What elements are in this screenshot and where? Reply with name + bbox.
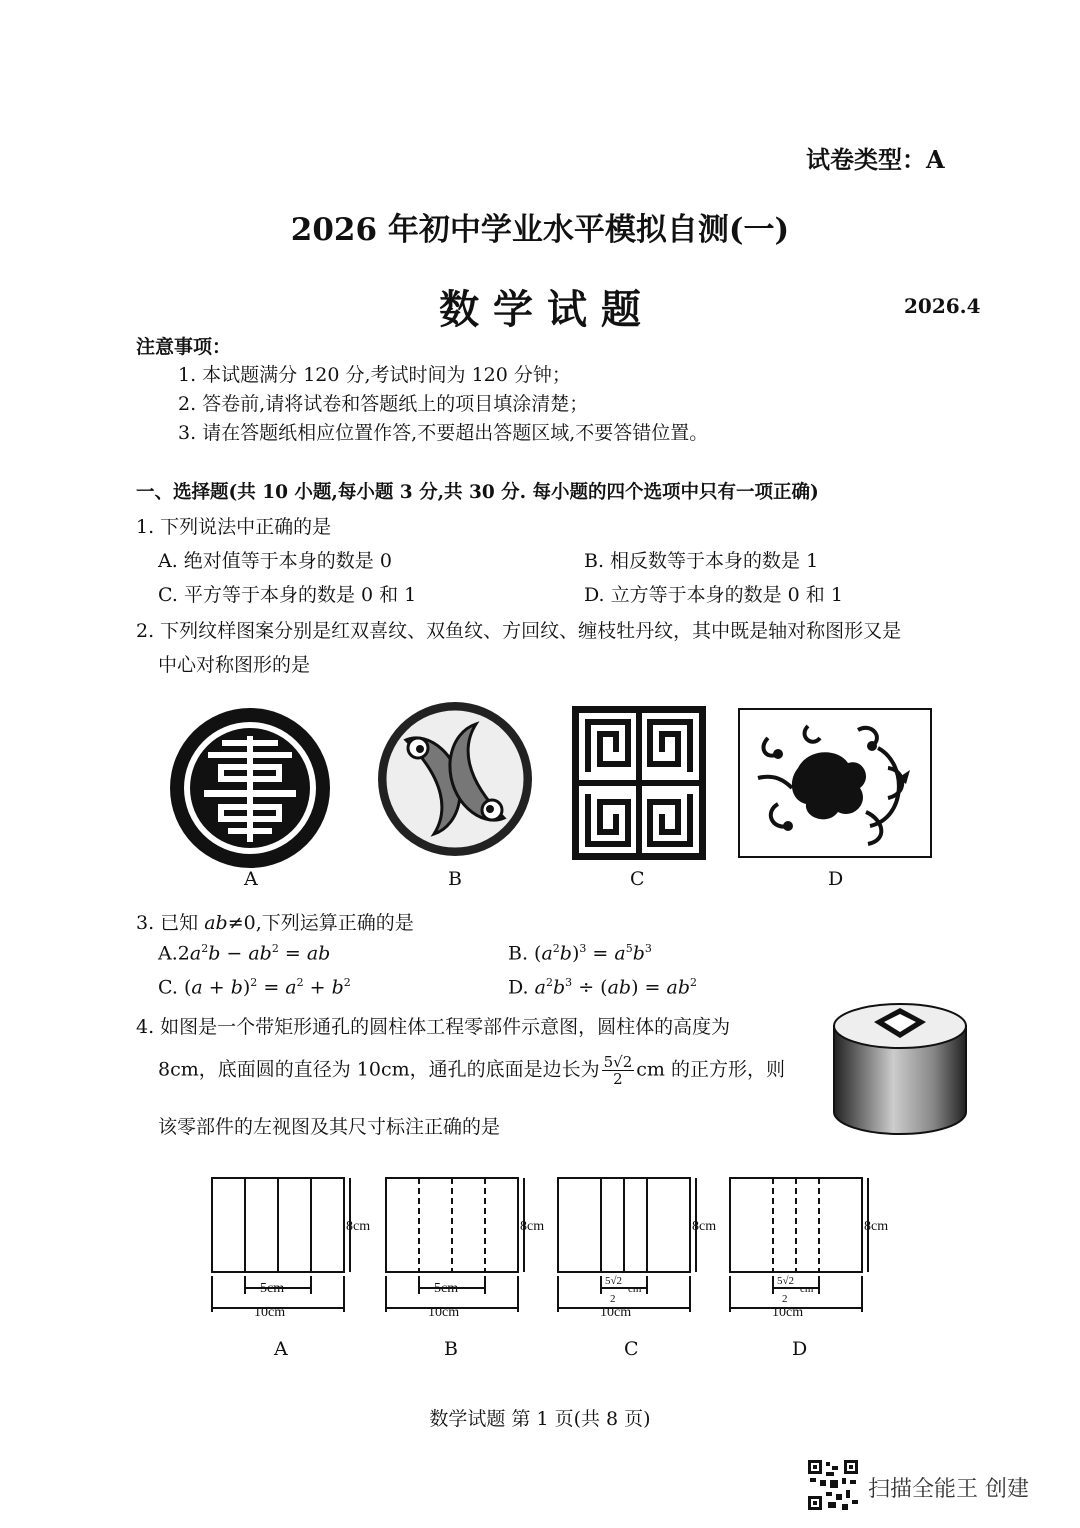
q2-label-d: D <box>828 868 844 890</box>
dim-height-d: 8cm <box>864 1219 889 1234</box>
q3-option-d-label: D. <box>508 976 529 999</box>
q3-stem-pre: 3. 已知 <box>136 912 205 934</box>
q1-option-b: B. 相反数等于本身的数是 1 <box>584 550 819 572</box>
q3-option-d: D. $a^2b^3 \div (ab) = ab^2$ <box>508 976 697 999</box>
exam-date: 2026.4 <box>904 294 981 318</box>
q4-label-d: D <box>792 1338 808 1360</box>
paper-type: 试卷类型：A <box>806 145 945 174</box>
q4-label-a: A <box>274 1338 288 1360</box>
q2-label-a: A <box>244 868 258 890</box>
dim-height-b: 8cm <box>520 1219 545 1234</box>
q3-stem <box>136 908 414 935</box>
page-footer: 数学试题 第 1 页(共 8 页) <box>429 1408 651 1430</box>
double-happiness-pattern <box>168 706 332 870</box>
q3-option-b-label: B. <box>508 942 529 965</box>
dim-height-a: 8cm <box>346 1219 371 1234</box>
q4-frac-den: 2 <box>613 1070 623 1088</box>
notice-item-2: 2. 答卷前,请将试卷和答题纸上的项目填涂清楚； <box>178 393 589 415</box>
q3-option-c-label: C. <box>158 976 178 999</box>
q4-line2-pre: 8cm，底面圆的直径为 10cm，通孔的底面是边长为 <box>158 1058 600 1081</box>
dim-hole-c-unit: cm <box>628 1283 642 1295</box>
qr-code-icon <box>808 1460 858 1510</box>
dim-hole-a: 5cm <box>260 1281 285 1296</box>
dim-hole-c-num: 5√2 <box>605 1275 623 1287</box>
q4-stem-line2 <box>158 1054 785 1087</box>
subject-title: 数 学 试 题 <box>439 286 641 333</box>
q2-stem-line1: 2. 下列纹样图案分别是红双喜纹、双鱼纹、方回纹、缠枝牡丹纹，其中既是轴对称图形又是 <box>136 620 902 642</box>
q4-view-c <box>558 1178 696 1312</box>
q1-option-a: A. 绝对值等于本身的数是 0 <box>158 550 392 572</box>
dim-hole-d-den: 2 <box>782 1293 788 1305</box>
dim-width-a: 10cm <box>254 1305 286 1320</box>
q1-option-d: D. 立方等于本身的数是 0 和 1 <box>584 584 843 606</box>
q4-left-view-options <box>200 1168 920 1324</box>
section-heading: 一、选择题(共 10 小题,每小题 3 分,共 30 分. 每小题的四个选项中只有一项正确) <box>136 482 819 503</box>
q2-stem-line2: 中心对称图形的是 <box>158 654 311 676</box>
dim-width-d: 10cm <box>772 1305 804 1320</box>
q2-label-b: B <box>448 868 462 890</box>
q3-option-a: $A.2a^2b - ab^2$ = ab <box>158 942 331 965</box>
q4-view-d <box>730 1178 868 1312</box>
notice-item-3: 3. 请在答题纸相应位置作答,不要超出答题区域,不要答错位置。 <box>178 422 709 444</box>
q4-fraction <box>602 1054 635 1087</box>
exam-title: 2026 年初中学业水平模拟自测(一) <box>290 212 790 248</box>
q4-stem-line3: 该零部件的左视图及其尺寸标注正确的是 <box>158 1116 501 1138</box>
dim-width-c: 10cm <box>600 1305 632 1320</box>
q1-option-c: C. 平方等于本身的数是 0 和 1 <box>158 584 417 606</box>
notice-item-1: 1. 本试题满分 120 分,考试时间为 120 分钟； <box>178 364 571 386</box>
q3-option-a-label: A. <box>158 942 178 965</box>
peony-scroll-pattern <box>738 708 932 858</box>
q4-label-c: C <box>624 1338 639 1360</box>
dim-hole-b: 5cm <box>434 1281 459 1296</box>
dim-height-c: 8cm <box>692 1219 717 1234</box>
cylinder-part-figure <box>830 996 970 1138</box>
q4-label-b: B <box>444 1338 458 1360</box>
q3-option-b: B. $(a^2b)^3 = a^5b^3$ <box>508 942 652 965</box>
q3-stem-var: ab <box>204 912 228 934</box>
notice-heading: 注意事项： <box>136 336 232 358</box>
q1-stem: 1. 下列说法中正确的是 <box>136 516 332 538</box>
dim-hole-d-num: 5√2 <box>777 1275 795 1287</box>
dim-width-b: 10cm <box>428 1305 460 1320</box>
q4-stem-line1: 4. 如图是一个带矩形通孔的圆柱体工程零部件示意图，圆柱体的高度为 <box>136 1016 731 1038</box>
q3-stem-post: ≠0,下列运算正确的是 <box>227 912 414 934</box>
dim-hole-d-unit: cm <box>800 1283 814 1295</box>
twin-fish-pattern <box>376 700 534 858</box>
watermark-text: 扫描全能王 创建 <box>868 1477 1029 1502</box>
q2-label-c: C <box>630 868 645 890</box>
square-fret-pattern <box>572 706 706 860</box>
q3-option-c: C. $(a + b)^2 = a^2 + b^2$ <box>158 976 351 999</box>
q4-line2-post: cm 的正方形，则 <box>636 1058 785 1081</box>
q4-frac-num: 5√2 <box>603 1053 633 1071</box>
dim-hole-c-den: 2 <box>610 1293 616 1305</box>
